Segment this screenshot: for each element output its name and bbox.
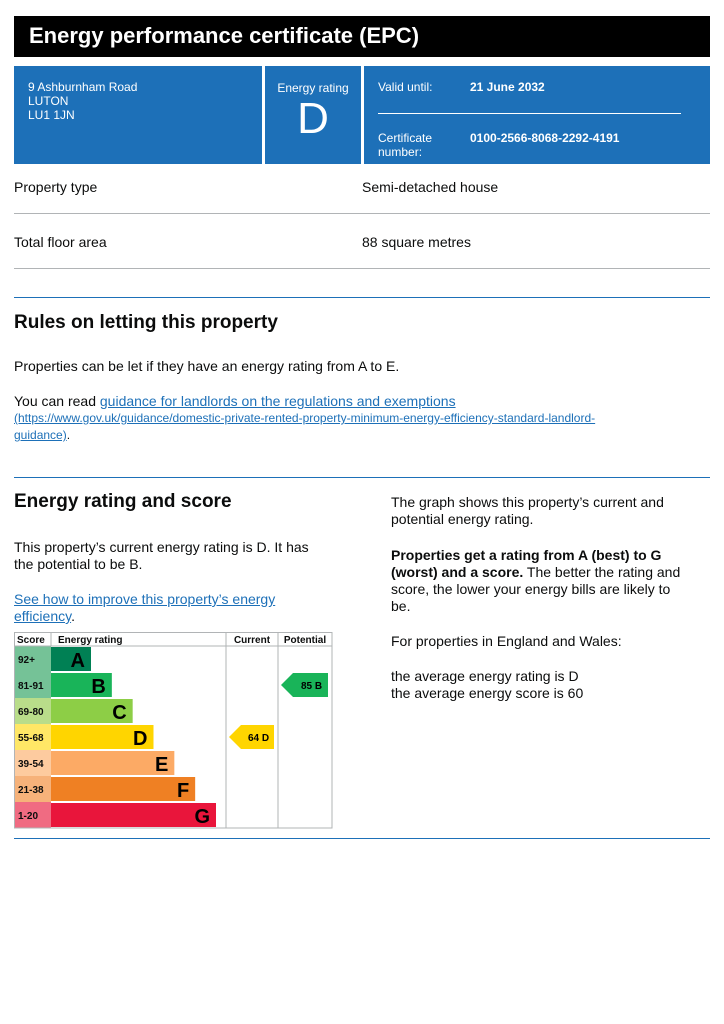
graph-explainer-line-1: The graph shows this property’s current and <box>391 494 664 510</box>
score-range-label: 39-54 <box>18 759 44 770</box>
current-rating-line-1: This property’s current energy rating is D. It has <box>14 539 309 555</box>
certificate-number-label-1: Certificate <box>378 131 433 145</box>
letting-rules-text: Properties can be let if they have an energy rating from A to E. <box>14 358 400 374</box>
guidance-url-link-1[interactable]: (https://www.gov.uk/guidance/domestic-private-rented-property-minimum-energy-efficiency-standard-landlord- <box>14 411 596 425</box>
improve-efficiency-link[interactable]: See how to improve this property’s energy <box>14 591 276 607</box>
property-type-label: Property type <box>14 179 98 195</box>
rating-scale-bold-1: Properties get a rating from A (best) to G <box>391 547 662 563</box>
current-rating-line-2: the potential to be B. <box>14 556 143 572</box>
rating-band-letter: E <box>154 754 169 776</box>
energy-rating-panel <box>265 66 361 164</box>
certificate-number-value: 0100-2566-8068-2292-4191 <box>470 131 620 145</box>
divider <box>14 268 710 269</box>
current-rating-label: 64 D <box>247 733 270 744</box>
property-type-value: Semi-detached house <box>362 179 499 195</box>
potential-rating-label: 85 B <box>300 681 323 692</box>
page-title: Energy performance certificate (EPC) <box>29 23 420 48</box>
certificate-title-bar <box>14 16 710 57</box>
landlord-guidance-link[interactable]: guidance for landlords on the regulations and exemptions <box>99 393 456 409</box>
rating-band-letter: G <box>194 806 210 828</box>
improve-link-line-2 <box>14 607 75 625</box>
rating-band-bar <box>51 803 216 827</box>
link-suffix: . <box>71 608 75 624</box>
rating-band-letter: D <box>133 728 148 750</box>
score-range-label: 69-80 <box>18 707 44 718</box>
guidance-url <box>14 410 595 427</box>
validity-divider <box>378 113 681 114</box>
energy-rating-label: Energy rating <box>277 81 349 95</box>
valid-until-value: 21 June 2032 <box>470 80 545 94</box>
floor-area-label: Total floor area <box>14 234 107 250</box>
score-range-label: 81-91 <box>18 681 44 692</box>
improve-efficiency-link-end[interactable]: efficiency <box>14 608 72 624</box>
section-divider <box>14 477 710 478</box>
rating-scale-line-2 <box>391 563 680 581</box>
address-panel <box>14 66 262 164</box>
url-suffix: . <box>66 428 71 442</box>
rating-scale-line-4: be. <box>391 598 411 614</box>
score-range-label: 21-38 <box>18 785 44 796</box>
england-wales-label: For properties in England and Wales: <box>391 633 622 649</box>
certificate-number-label-2: number: <box>378 145 423 159</box>
section-divider <box>14 297 710 298</box>
letting-guidance-prefix: You can read <box>14 393 100 409</box>
address-line-2: LUTON <box>28 94 69 108</box>
rating-band-letter: C <box>112 702 127 724</box>
section-divider <box>14 838 710 839</box>
score-column-header: Score <box>17 635 45 646</box>
letting-guidance-paragraph <box>14 392 710 410</box>
average-rating-text: the average energy rating is D <box>391 668 579 684</box>
score-range-label: 92+ <box>18 655 35 666</box>
score-range-label: 55-68 <box>18 733 44 744</box>
score-range-label: 1-20 <box>18 811 39 822</box>
validity-panel <box>364 66 710 164</box>
guidance-url-link-2[interactable]: guidance) <box>14 428 67 442</box>
energy-rating-letter: D <box>297 94 329 143</box>
address-postcode: LU1 1JN <box>28 108 75 122</box>
divider <box>14 213 710 214</box>
rating-band-letter: B <box>91 676 106 698</box>
address-line-1: 9 Ashburnham Road <box>28 80 138 94</box>
valid-until-label: Valid until: <box>378 80 433 94</box>
graph-explainer-line-2: potential energy rating. <box>391 511 534 527</box>
average-score-text: the average energy score is 60 <box>391 685 584 701</box>
guidance-url-end <box>14 427 70 444</box>
rating-scale-rest: The better the rating and <box>523 564 681 580</box>
energy-rating-heading: Energy rating and score <box>14 491 232 512</box>
rating-scale-line-3: score, the lower your energy bills are likely to <box>391 581 671 597</box>
rating-band-bar <box>51 777 195 801</box>
rating-band-letter: F <box>176 780 190 802</box>
letting-rules-heading: Rules on letting this property <box>14 312 278 333</box>
floor-area-value: 88 square metres <box>362 234 471 250</box>
energy-rating-column-header: Energy rating <box>58 635 123 646</box>
current-column-header: Current <box>233 635 271 646</box>
epc-rating-chart <box>14 632 334 830</box>
potential-column-header: Potential <box>283 635 327 646</box>
improve-link-line-1 <box>14 590 275 608</box>
rating-band-letter: A <box>70 650 85 672</box>
rating-scale-bold-2: (worst) and a score. <box>391 564 524 580</box>
